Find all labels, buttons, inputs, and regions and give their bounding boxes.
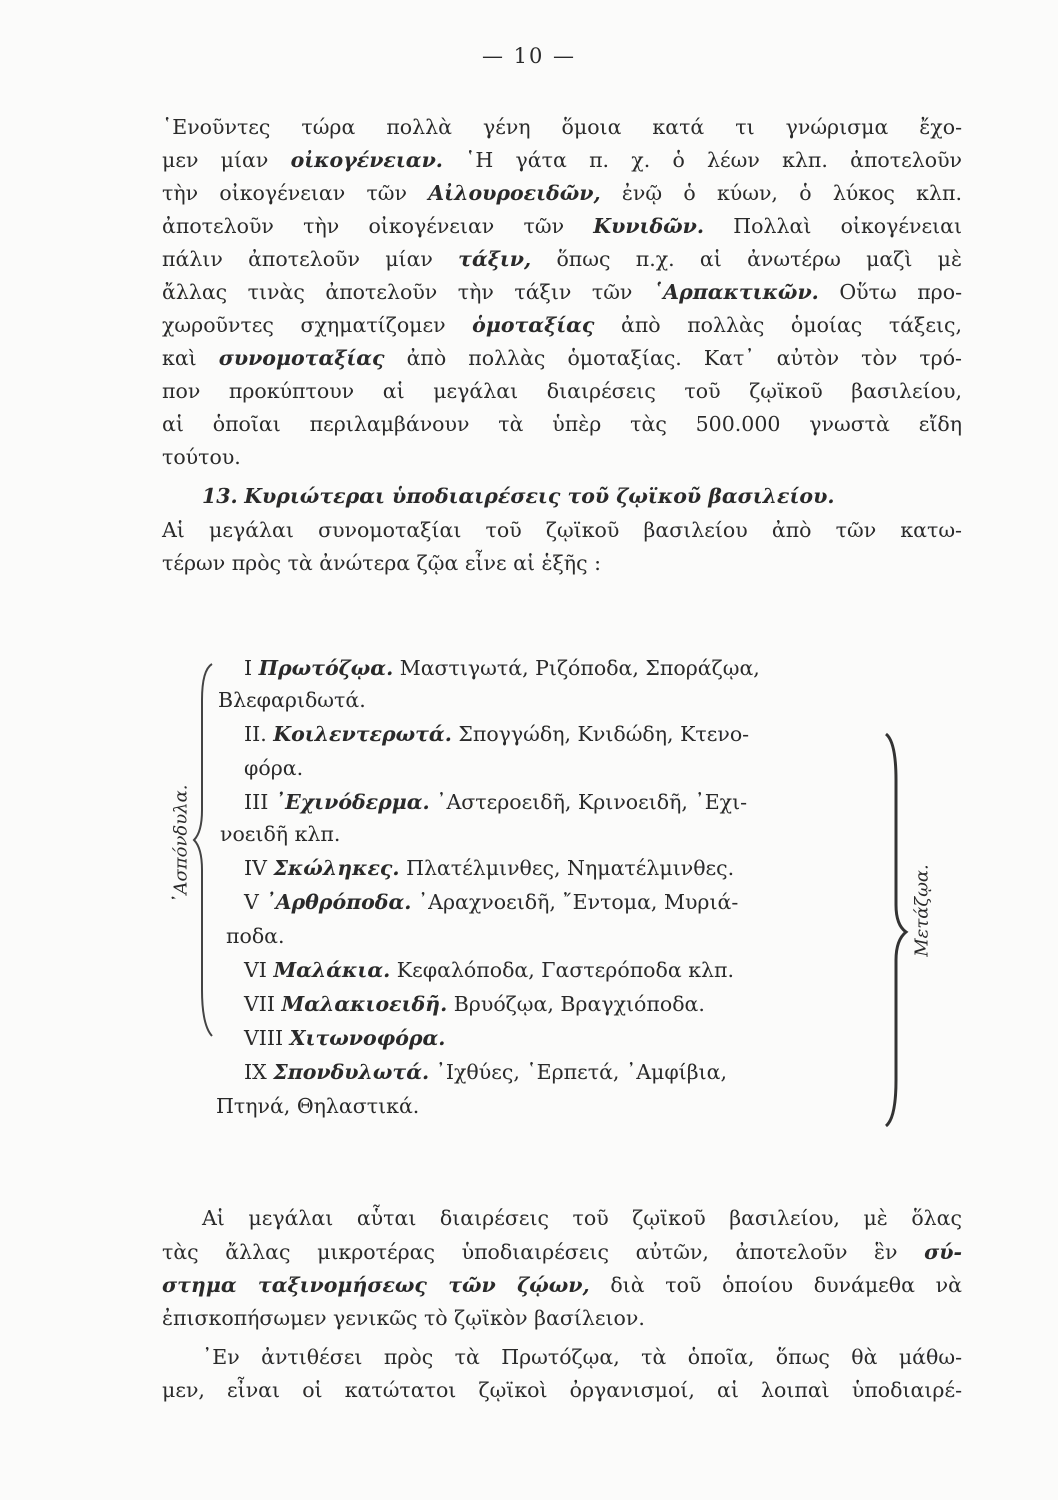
phylum-subgroups: Μαστιγωτά, Ριζόποδα, Σποράζῳα, [393,656,760,680]
phylum-6 [244,958,734,982]
phylum-2 [244,722,749,746]
text-run: πον προκύπτουν αἱ μεγάλαι διαιρέσεις τοῦ ζῳϊκοῦ βασιλείου, [162,379,962,403]
para4-line-2 [162,1378,962,1402]
text-run: χωροῦντες σχηματίζομεν [162,313,473,337]
para3-line-1 [202,1206,962,1230]
text-run: μεν μίαν [162,148,291,172]
section-heading [202,484,962,508]
text-run: ἐπισκοπήσωμεν γενικῶς τὸ ζῳϊκὸν βασίλειον. [162,1306,645,1330]
para1-line-2 [162,148,962,172]
phylum-1-cont [218,688,366,712]
phylum-3-cont [220,822,340,846]
phylum-name: Μαλακιοειδῆ. [281,992,448,1016]
para1-line-11 [162,445,962,469]
section-number: 13. [202,484,238,508]
text-run: ᾽Εν ἀντιθέσει πρὸς τὰ Πρωτόζῳα, τὰ ὁποῖα, ὅπως θὰ μάθω- [202,1345,962,1369]
phylum-number: II. [244,722,267,746]
term-synomotaxias: συνομοταξίας [218,346,385,370]
section-title: Κυριώτεραι ὑποδιαιρέσεις τοῦ ζῳϊκοῦ βασιλείου. [244,484,835,508]
phylum-subgroups: νοειδῆ κλπ. [220,822,341,846]
text-run: Πολλαὶ οἰκογένειαι [704,214,963,238]
phylum-subgroups: Σπογγώδη, Κνιδώδη, Κτενο- [451,722,750,746]
para1-line-3 [162,181,962,205]
phylum-subgroups: ποδα. [226,924,285,948]
phylum-number: VII [244,992,276,1016]
term-taxinomiseos: στημα ταξινομήσεως τῶν ζῴων, [162,1273,590,1297]
phylum-1 [244,656,760,680]
phylum-number: IV [244,856,267,880]
phylum-name: Σπονδυλωτά. [273,1060,430,1084]
phylum-number: VI [244,958,267,982]
text-run: Αἱ μεγάλαι αὗται διαιρέσεις τοῦ ζῳϊκοῦ βασιλείου, μὲ ὅλας [202,1206,962,1230]
text-run: διὰ τοῦ ὁποίου δυνάμεθα νὰ [589,1273,962,1297]
text-run: τέρων πρὸς τὰ ἀνώτερα ζῷα εἶνε αἱ ἑξῆς : [162,551,601,575]
text-run: ῾Ενοῦντες τώρα πολλὰ γένη ὅμοια κατά τι γνώρισμα ἔχο- [162,115,962,139]
phylum-name: Κοιλεντερωτά. [273,722,452,746]
para4-line-1 [202,1345,962,1369]
text-run: καὶ [162,346,219,370]
para1-line-8 [162,346,962,370]
text-run: ἀπὸ πολλὰς ὁμοίας τάξεις, [594,313,962,337]
term-systima: σύ- [924,1240,962,1264]
section-line-1 [162,518,962,542]
text-run: ἄλλας τινὰς ἀποτελοῦν τὴν τάξιν τῶν [162,280,653,304]
right-brace [880,730,914,1130]
phylum-9 [244,1060,727,1084]
text-run: ἀποτελοῦν τὴν οἰκογένειαν τῶν [162,214,594,238]
para1-line-9 [162,379,962,403]
phylum-5-cont [226,924,285,948]
term-oikogeneia: οἰκογένειαν. [290,148,443,172]
phylum-subgroups: Βρυόζῳα, Βραγχιόποδα. [447,992,705,1016]
text-run: μεν, εἶναι οἱ κατώτατοι ζῳϊκοὶ ὀργανισμοί, αἱ λοιπαὶ ὑποδιαιρέ- [162,1378,962,1402]
text-run: τούτου. [162,445,241,469]
phylum-number: III [244,790,269,814]
para3-line-4 [162,1306,962,1330]
phylum-name: Χιτωνοφόρα. [289,1026,446,1050]
text-run: τὰς ἄλλας μικροτέρας ὑποδιαιρέσεις αὐτῶν, ἀποτελοῦν ἓν [162,1240,925,1264]
para1-line-1 [162,115,962,139]
section-line-2 [162,551,962,575]
text-run: ῾Η γάτα π. χ. ὁ λέων κλπ. ἀποτελοῦν [442,148,962,172]
term-ailouroeidon: Αἰλουροειδῶν, [428,181,601,205]
left-brace [190,660,220,1040]
text-run: Αἱ μεγάλαι συνομοταξίαι τοῦ ζῳϊκοῦ βασιλείου ἀπὸ τῶν κατω- [162,518,962,542]
para3-line-2 [162,1240,962,1264]
page-number: — 10 — [481,44,577,68]
text-run: ὅπως π.χ. αἱ ἀνωτέρω μαζὶ μὲ [531,247,963,271]
phylum-2-cont [244,756,303,780]
text-run: ἐνῷ ὁ κύων, ὁ λύκος κλπ. [600,181,962,205]
term-arpaktikon: ῾Αρπακτικῶν. [652,280,819,304]
phylum-7 [244,992,705,1016]
para1-line-4 [162,214,962,238]
side-label-aspondyla: ᾽Ασπόνδυλα. [170,784,192,904]
phylum-name: Πρωτόζῳα. [258,656,394,680]
para1-line-7 [162,313,962,337]
phylum-number: IX [244,1060,267,1084]
para3-line-3 [162,1273,962,1297]
phylum-subgroups: ᾽Ιχθύες, ῾Ερπετά, ᾽Αμφίβια, [429,1060,727,1084]
phylum-name: ᾽Αρθρόποδα. [265,890,412,914]
phylum-subgroups: Πλατέλμινθες, Νηματέλμινθες. [399,856,735,880]
phylum-subgroups: Πτηνά, Θηλαστικά. [216,1094,420,1118]
term-kynidon: Κυνιδῶν. [593,214,705,238]
side-label-metazoa: Μετάζῳα. [911,864,933,957]
phylum-subgroups: Κεφαλόποδα, Γαστερόποδα κλπ. [390,958,735,982]
phylum-name: ᾽Εχινόδερμα. [274,790,430,814]
term-taxin: τάξιν, [458,247,532,271]
phylum-8 [244,1026,445,1050]
term-omotaxias: ὁμοταξίας [472,313,595,337]
phylum-9-cont [216,1094,419,1118]
para1-line-10 [162,412,962,436]
text-run: τὴν οἰκογένειαν τῶν [162,181,429,205]
text-run: πάλιν ἀποτελοῦν μίαν [162,247,459,271]
phylum-name: Σκώληκες. [273,856,400,880]
text-run: αἱ ὁποῖαι περιλαμβάνουν τὰ ὑπὲρ τὰς 500.000 γνωστὰ εἴδη [162,412,962,436]
phylum-subgroups: ᾽Αραχνοειδῆ, ῎Εντομα, Μυριά- [411,890,739,914]
phylum-name: Μαλάκια. [273,958,391,982]
phylum-number: I [244,656,253,680]
phylum-4 [244,856,734,880]
phylum-number: VIII [244,1026,284,1050]
para1-line-5 [162,247,962,271]
phylum-subgroups: φόρα. [244,756,304,780]
para1-line-6 [162,280,962,304]
phylum-subgroups: Βλεφαριδωτά. [218,688,366,712]
phylum-number: V [244,890,259,914]
phylum-3 [244,790,747,814]
text-run: Οὕτω προ- [818,280,962,304]
phylum-5 [244,890,738,914]
phylum-subgroups: ᾽Αστεροειδῆ, Κρινοειδῆ, ᾽Εχι- [429,790,748,814]
text-run: ἀπὸ πολλὰς ὁμοταξίας. Κατ᾽ αὐτὸν τὸν τρό- [384,346,962,370]
